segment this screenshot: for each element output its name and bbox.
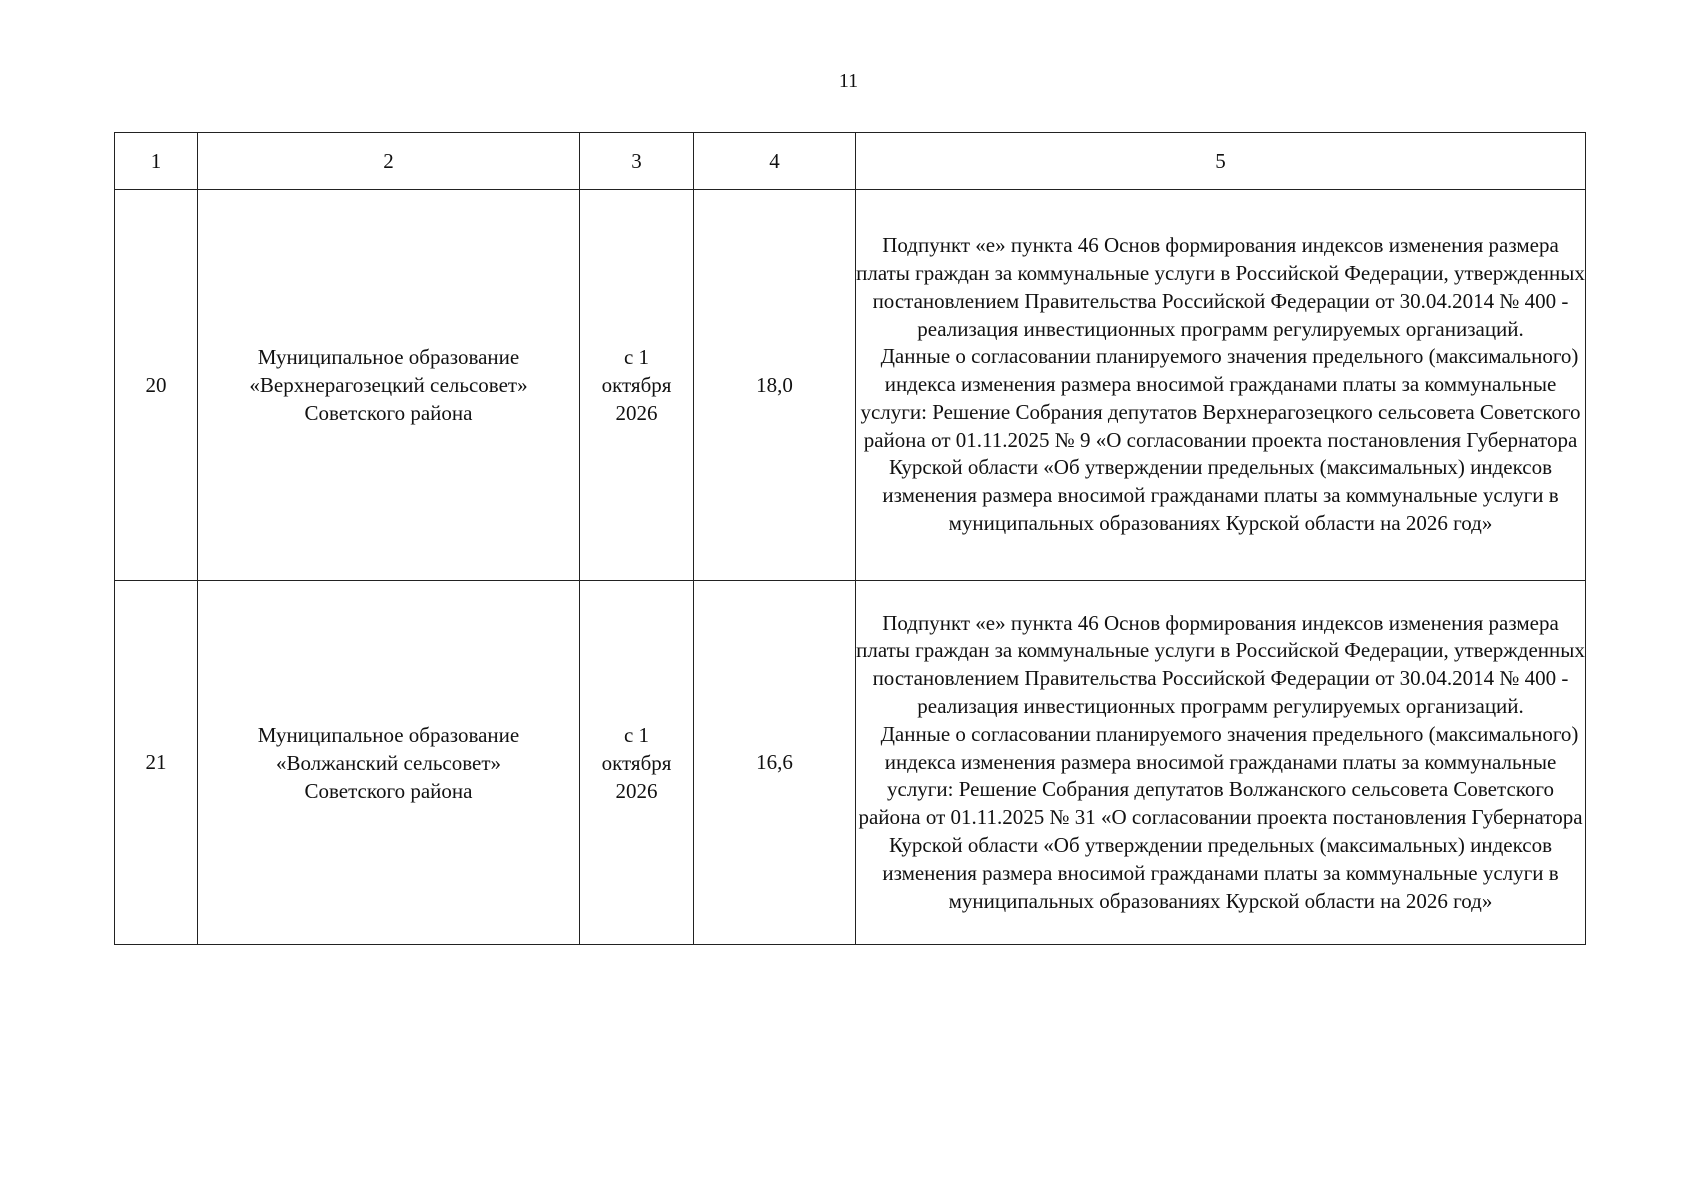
- column-header-3: 3: [580, 133, 694, 190]
- table-header-row: [115, 133, 1586, 190]
- row-number-cell: 20: [115, 190, 198, 581]
- row-number-cell: 21: [115, 581, 198, 945]
- table-row: [115, 190, 1586, 581]
- index-value-cell: 18,0: [694, 190, 856, 581]
- column-header-1: 1: [115, 133, 198, 190]
- page-number: 11: [838, 70, 859, 92]
- legal-basis-paragraph: Подпункт «е» пункта 46 Основ формирования индексов изменения размера платы граждан за коммунальные услуги в Российской Федерации, утвержденных постановлением Правительства Российской Федерации от 30.04.2014 № 400 - реализация инвестиционных программ регулируемых организаций.: [856, 610, 1585, 718]
- indices-table: [114, 132, 1586, 945]
- table-row: [115, 581, 1586, 945]
- legal-basis-paragraph: Подпункт «е» пункта 46 Основ формирования индексов изменения размера платы граждан за коммунальные услуги в Российской Федерации, утвержденных постановлением Правительства Российской Федерации от 30.04.2014 № 400 - реализация инвестиционных программ регулируемых организаций.: [856, 233, 1585, 341]
- approval-data-paragraph: Данные о согласовании планируемого значения предельного (максимального) индекса изменения размера вносимой гражданами платы за коммунальные услуги: Решение Собрания депутатов Волжанского сельсовета Советского района от 01.11.2025 № 31 «О согласовании проекта постановления Губернатора Курской области «Об утверждении предельных (максимальных) индексов изменения размера вносимой гражданами платы за коммунальные услуги в муниципальных образованиях Курской области на 2026 год»: [858, 721, 1583, 913]
- effective-date-cell: с 1 октября 2026: [580, 581, 694, 945]
- column-header-5: 5: [856, 133, 1586, 190]
- municipality-cell: Муниципальное образование «Верхнерагозецкий сельсовет» Советского района: [198, 190, 580, 581]
- effective-date-cell: с 1 октября 2026: [580, 190, 694, 581]
- legal-basis-cell: [856, 581, 1586, 945]
- approval-data-paragraph: Данные о согласовании планируемого значения предельного (максимального) индекса изменения размера вносимой гражданами платы за коммунальные услуги: Решение Собрания депутатов Верхнерагозецкого сельсовета Советского района от 01.11.2025 № 9 «О согласовании проекта постановления Губернатора Курской области «Об утверждении предельных (максимальных) индексов изменения размера вносимой гражданами платы за коммунальные услуги в муниципальных образованиях Курской области на 2026 год»: [860, 344, 1581, 536]
- column-header-2: 2: [198, 133, 580, 190]
- index-value-cell: 16,6: [694, 581, 856, 945]
- municipality-cell: Муниципальное образование «Волжанский сельсовет» Советского района: [198, 581, 580, 945]
- column-header-4: 4: [694, 133, 856, 190]
- legal-basis-cell: [856, 190, 1586, 581]
